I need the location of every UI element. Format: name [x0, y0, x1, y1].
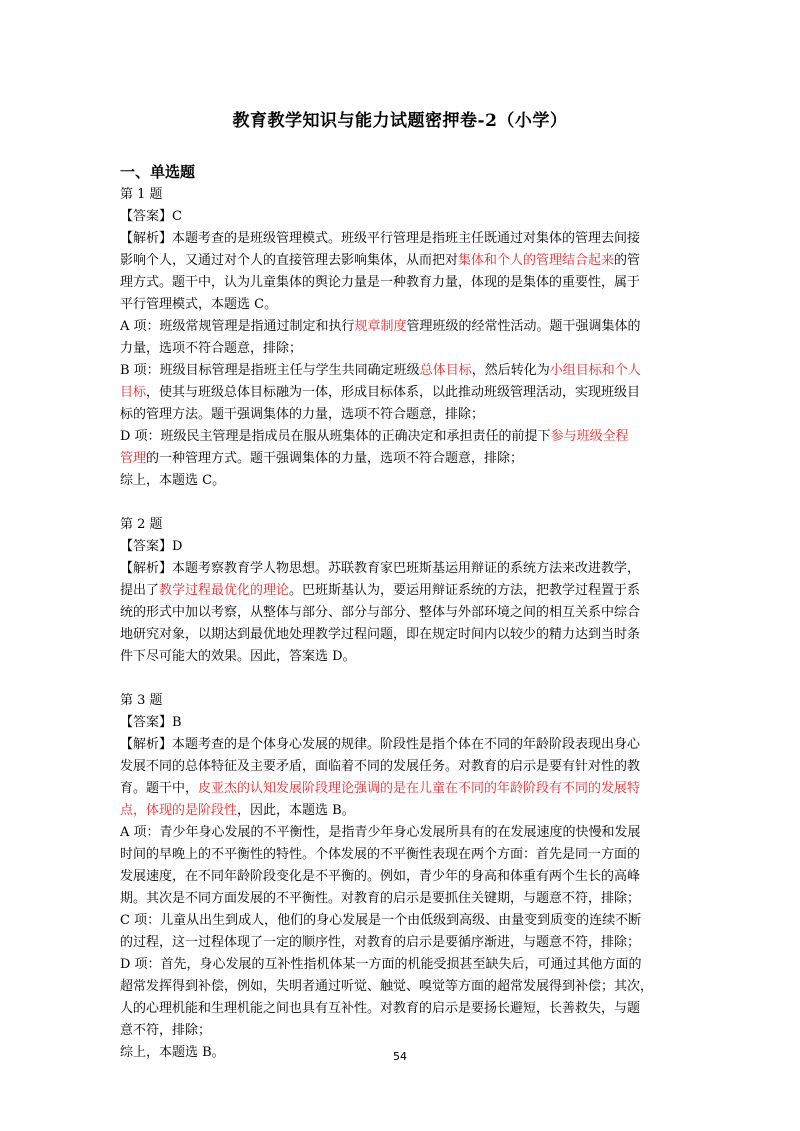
- highlight-text: 集体和个人的管理结合起来: [458, 253, 615, 268]
- highlight-text: 教学过程最优化的理论: [159, 583, 290, 598]
- explanation-line: 平行管理模式，本题选 C。: [120, 297, 278, 312]
- highlight-text: 总体目标: [419, 363, 472, 378]
- option-b-line: B 项：班级目标管理是指班主任与学生共同确定班级总体目标，然后转化为小组目标和个人: [120, 363, 641, 378]
- option-a-line: 力量，选项不符合题意，排除；: [120, 341, 303, 356]
- highlight-text: 管理: [120, 451, 147, 466]
- summary-line: 综上，本题选 B。: [120, 1045, 225, 1060]
- question-3: [120, 690, 682, 1064]
- option-a-line: 期。其次是不同方面发展的不平衡性。对教育的启示是要抓住关键期，与题意不符，排除；: [120, 891, 641, 906]
- option-d-line: 超常发挥得到补偿，例如，失明者通过听觉、触觉、嗅觉等方面的超常发展得到补偿；其次，: [120, 979, 654, 994]
- highlight-text: 参与班级全程: [550, 429, 629, 444]
- summary-line: 综上，本题选 C。: [120, 473, 226, 488]
- page-number: 54: [393, 1050, 407, 1063]
- option-a-line: A 项：班级常规管理是指通过制定和执行规章制度管理班级的经常性活动。题干强调集体的: [120, 319, 641, 334]
- question-number: 第 1 题: [120, 187, 163, 202]
- option-c-line: C 项：儿童从出生到成人，他们的身心发展是一个由低级到高级、由量变到质变的连续不断: [120, 913, 642, 928]
- highlight-text: 点，体现的是阶段性: [120, 803, 238, 818]
- answer-line: 【答案】B: [120, 715, 182, 730]
- option-d-line: 意不符，排除；: [120, 1023, 212, 1038]
- highlight-text: 小组目标和个人: [549, 363, 641, 378]
- highlight-text: 目标: [120, 385, 147, 400]
- explanation-line: 件下尽可能大的效果。因此，答案选 D。: [120, 649, 356, 664]
- section-title: 一、单选题: [120, 163, 196, 181]
- page-title: 教育教学知识与能力试题密押卷-2（小学）: [232, 111, 568, 131]
- option-a-line: 时间的早晚上的不平衡性的特性。个体发展的不平衡性表现在两个方面：首先是同一方面的: [120, 847, 641, 862]
- explanation-line: 理方式。题干中，认为儿童集体的舆论力量是一种教育力量，体现的是集体的重要性，属于: [120, 275, 641, 290]
- highlight-text: 皮亚杰的认知发展阶段理论强调的是在儿童在不同的年龄阶段有不同的发展特: [198, 781, 641, 796]
- option-d-line: 管理的一种管理方式。题干强调集体的力量，选项不符合题意，排除；: [120, 451, 524, 466]
- explanation-line: 【解析】本题考察教育学人物思想。苏联教育家巴班斯基运用辩证的系统方法来改进教学，: [120, 561, 641, 576]
- question-number: 第 2 题: [120, 517, 163, 532]
- option-d-line: D 项：班级民主管理是指成员在服从班集体的正确决定和承担责任的前提下参与班级全程: [120, 429, 629, 444]
- answer-line: 【答案】C: [120, 209, 182, 224]
- question-number: 第 3 题: [120, 693, 163, 708]
- question-2: [120, 514, 682, 668]
- option-b-line: 标的管理方法。题干强调集体的力量，选项不符合题意，排除；: [120, 407, 485, 422]
- explanation-line: 育。题干中，皮亚杰的认知发展阶段理论强调的是在儿童在不同的年龄阶段有不同的发展特: [120, 781, 641, 796]
- option-b-line: 目标，使其与班级总体目标融为一体，形成目标体系，以此推动班级管理活动，实现班级目: [120, 385, 641, 400]
- document-body: [120, 160, 682, 1064]
- option-d-line: D 项：首先，身心发展的互补性指机体某一方面的机能受损甚至缺失后，可通过其他方面的: [120, 957, 642, 972]
- answer-line: 【答案】D: [120, 539, 183, 554]
- explanation-line: 统的形式中加以考察，从整体与部分、部分与部分、整体与外部环境之间的相互关系中综合: [120, 605, 641, 620]
- option-c-line: 的过程，这一过程体现了一定的顺序性，对教育的启示是要循序渐进，与题意不符，排除；: [120, 935, 641, 950]
- explanation-line: 地研究对象，以期达到最优地处理教学过程问题，即在规定时间内以较少的精力达到当时条: [120, 627, 641, 642]
- option-d-line: 人的心理机能和生理机能之间也具有互补性。对教育的启示是要扬长避短，长善救失，与题: [120, 1001, 641, 1016]
- explanation-line: 【解析】本题考查的是个体身心发展的规律。阶段性是指个体在不同的年龄阶段表现出身心: [120, 737, 641, 752]
- explanation-line: 影响个人，又通过对个人的直接管理去影响集体，从而把对集体和个人的管理结合起来的管: [120, 253, 641, 268]
- question-1: [120, 184, 682, 492]
- explanation-line: 提出了教学过程最优化的理论。巴班斯基认为，要运用辩证系统的方法，把教学过程置于系: [120, 583, 641, 598]
- explanation-line: 点，体现的是阶段性，因此，本题选 B。: [120, 803, 355, 818]
- option-a-line: 发展速度，在不同年龄阶段变化是不平衡的。例如，青少年的身高和体重有两个生长的高峰: [120, 869, 641, 884]
- explanation-line: 【解析】本题考查的是班级管理模式。班级平行管理是指班主任既通过对集体的管理去间接: [120, 231, 641, 246]
- option-a-line: A 项：青少年身心发展的不平衡性，是指青少年身心发展所具有的在发展速度的快慢和发展: [120, 825, 641, 840]
- explanation-line: 发展不同的总体特征及主要矛盾，面临着不同的发展任务。对教育的启示是要有针对性的教: [120, 759, 641, 774]
- highlight-text: 规章制度: [354, 319, 407, 334]
